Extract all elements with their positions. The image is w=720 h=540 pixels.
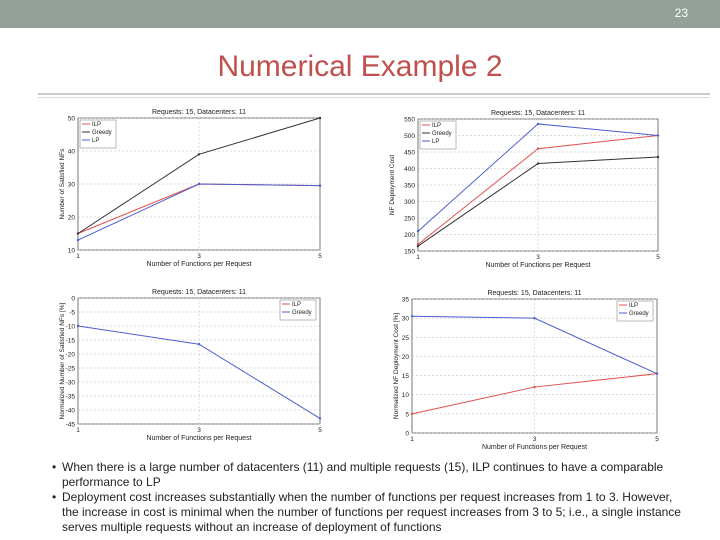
legend-label: LP — [92, 138, 100, 144]
data-point-greedy — [411, 315, 413, 317]
data-point-ilp — [533, 386, 535, 388]
x-axis-label: Number of Functions per Request — [146, 435, 252, 442]
y-axis-label: NF Deployment Cost — [389, 154, 396, 216]
legend-label: ILP — [92, 122, 102, 128]
data-point-ilp — [411, 413, 413, 415]
y-tick-label: 350 — [404, 182, 415, 190]
y-axis-label: Number of Satisfied NFs — [59, 148, 66, 220]
x-tick-label: 1 — [76, 253, 80, 260]
legend-label: ILP — [629, 303, 639, 309]
title-divider-thin — [38, 97, 710, 98]
y-tick-label: 15 — [401, 373, 409, 381]
data-point-greedy — [198, 153, 200, 155]
top-bar — [0, 0, 720, 28]
chart-satisfied-nfs — [58, 104, 333, 272]
x-axis-label: Number of Functions per Request — [481, 444, 588, 451]
data-point-greedy — [77, 232, 79, 234]
y-tick-label: 20 — [67, 214, 75, 222]
y-tick-label: 50 — [67, 115, 75, 123]
y-tick-label: 0 — [71, 295, 75, 303]
y-tick-label: 550 — [404, 116, 415, 124]
y-tick-label: 200 — [404, 232, 415, 239]
chart-title: Requests: 15, Datacenters: 11 — [151, 109, 247, 116]
slide-title: Numerical Example 2 — [217, 50, 503, 83]
data-point-greedy — [198, 343, 200, 345]
y-tick-label: 250 — [404, 215, 415, 223]
chart-deployment-cost — [384, 109, 674, 271]
data-point-lp — [657, 134, 659, 136]
y-tick-label: 20 — [401, 353, 409, 361]
chart-title: Requests: 15, Datacenters: 11 — [487, 290, 582, 297]
x-tick-label: 5 — [318, 253, 322, 260]
legend-label: Greedy — [629, 311, 649, 317]
chart-title: Requests: 15, Datacenters: 11 — [490, 110, 586, 117]
y-tick-label: 400 — [404, 166, 415, 173]
y-tick-label: 30 — [67, 181, 75, 189]
y-tick-label: 150 — [404, 248, 415, 256]
y-tick-label: 35 — [401, 296, 409, 304]
y-tick-label: -35 — [65, 393, 75, 401]
x-tick-label: 1 — [416, 254, 420, 261]
x-axis-label: Number of Functions per Request — [146, 261, 252, 268]
y-axis-label: Normalized Number of Satisfied NFs [%] — [59, 302, 66, 420]
bullet-item: • When there is a large number of datacenters (11) and multiple requests (15), ILP continues to have a comparable performance to LP — [52, 460, 692, 490]
legend-label: Greedy — [292, 310, 312, 316]
y-tick-label: 5 — [405, 411, 409, 419]
y-tick-label: -15 — [65, 337, 75, 345]
y-tick-label: 500 — [404, 133, 415, 140]
x-tick-label: 1 — [76, 427, 80, 434]
data-point-greedy — [657, 156, 659, 158]
y-tick-label: -25 — [65, 365, 75, 373]
data-point-greedy — [656, 372, 658, 374]
data-point-lp — [77, 239, 79, 241]
y-tick-label: -20 — [65, 351, 75, 359]
bullet-item: • Deployment cost increases substantially when the number of functions per request increases from 1 to 3. However, the increase in cost is minimal when the number of functions per request increases from 3 to 5; i.e., a single instance serves multiple requests without an increase of deployment of functions — [52, 490, 692, 535]
x-tick-label: 1 — [410, 436, 414, 443]
y-tick-label: 450 — [404, 149, 415, 157]
data-point-lp — [319, 184, 321, 186]
chart-title: Requests: 15, Datacenters: 11 — [151, 289, 247, 296]
x-tick-label: 3 — [536, 254, 540, 261]
y-tick-label: 40 — [67, 148, 75, 156]
data-point-lp — [198, 183, 200, 185]
data-point-greedy — [319, 117, 321, 119]
bullet-list — [52, 460, 692, 535]
y-tick-label: 0 — [405, 430, 409, 438]
x-tick-label: 3 — [197, 427, 201, 434]
legend-label: LP — [432, 139, 440, 145]
legend-label: ILP — [292, 302, 302, 308]
y-tick-label: 300 — [404, 199, 415, 206]
y-tick-label: -5 — [69, 309, 75, 317]
x-tick-label: 5 — [655, 436, 659, 443]
y-tick-label: -10 — [65, 323, 75, 331]
data-point-lp — [417, 230, 419, 232]
data-point-greedy — [537, 162, 539, 164]
y-axis-label: Normalized NF Deployment Cost [%] — [393, 312, 400, 420]
y-tick-label: -30 — [65, 379, 75, 387]
legend-label: Greedy — [92, 130, 112, 136]
x-tick-label: 3 — [532, 436, 537, 443]
title-divider — [38, 93, 710, 95]
data-point-greedy — [417, 245, 419, 247]
page-number: 23 — [674, 6, 688, 20]
y-tick-label: 10 — [401, 392, 409, 400]
data-point-greedy — [533, 317, 535, 319]
y-tick-label: 30 — [401, 315, 409, 323]
legend-label: Greedy — [432, 131, 452, 137]
y-tick-label: 25 — [401, 334, 409, 342]
y-tick-label: -40 — [65, 407, 75, 415]
legend-label: ILP — [432, 123, 442, 129]
chart-normalized-satisfied-nfs — [58, 284, 333, 446]
data-point-greedy — [77, 325, 79, 327]
x-tick-label: 3 — [197, 253, 201, 260]
data-point-lp — [537, 123, 539, 125]
data-point-ilp — [537, 148, 539, 150]
y-tick-label: -45 — [65, 421, 75, 429]
x-axis-label: Number of Functions per Request — [485, 262, 591, 269]
x-tick-label: 5 — [656, 254, 660, 261]
x-tick-label: 5 — [318, 427, 322, 434]
data-point-greedy — [319, 417, 321, 419]
y-tick-label: 10 — [67, 247, 75, 255]
chart-normalized-deployment-cost — [392, 289, 670, 451]
